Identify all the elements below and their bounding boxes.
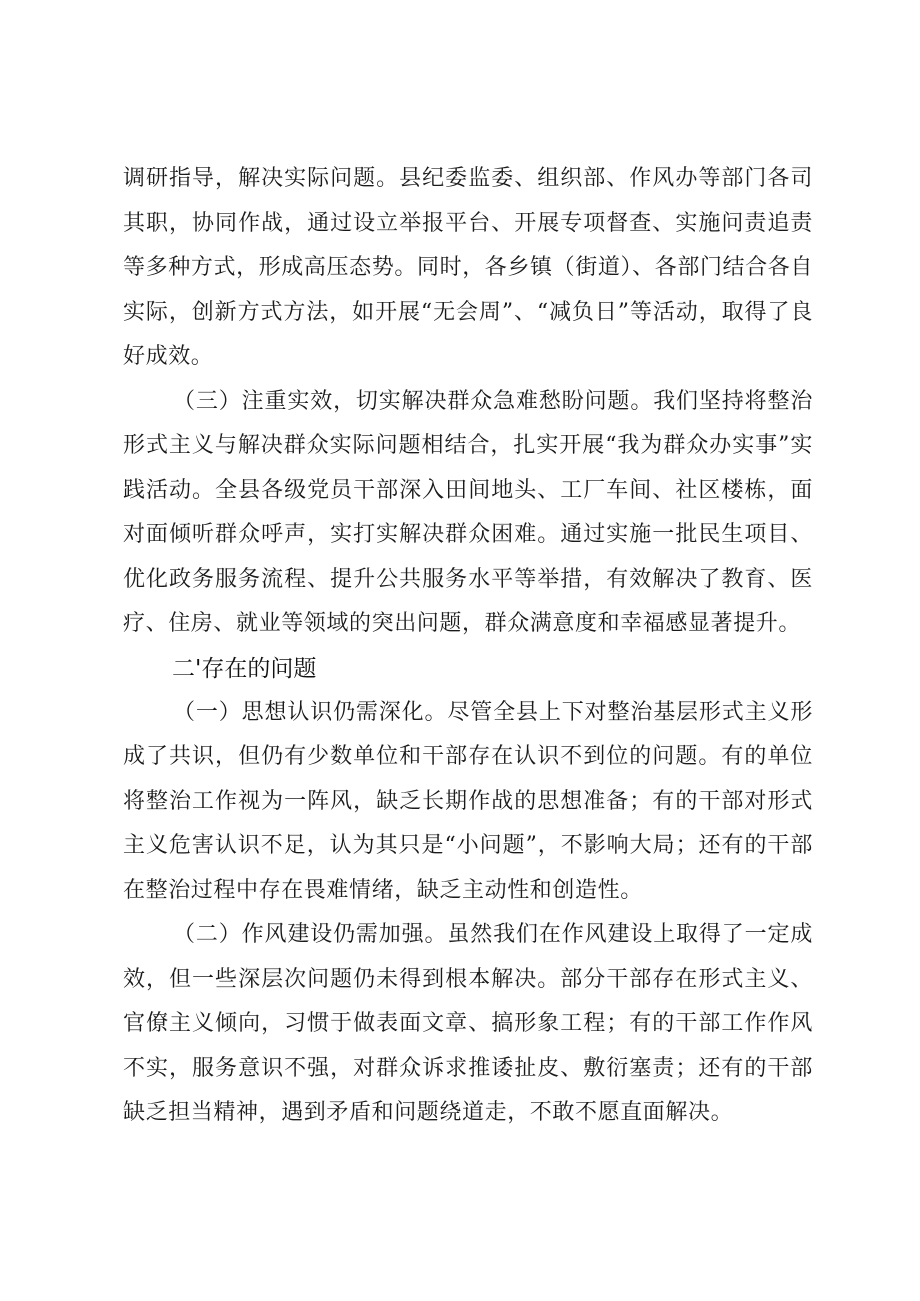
paragraph-problem-two: （二）作风建设仍需加强。虽然我们在作风建设上取得了一定成效，但一些深层次问题仍未得到根本解决。部分干部存在形式主义、官僚主义倾向，习惯于做表面文章、搞形象工程；有的干部工作作风不实，服务意识不强，对群众诉求推诿扯皮、敷衍塞责；还有的干部缺乏担当精神，遇到矛盾和问题绕道走，不敢不愿直面解决。 xyxy=(123,922,813,1125)
paragraph-problem-one: （一）思想认识仍需深化。尽管全县上下对整治基层形式主义形成了共识，但仍有少数单位和干部存在认识不到位的问题。有的单位将整治工作视为一阵风，缺乏长期作战的思想准备；有的干部对形式主义危害认识不足，认为其只是“小问题”，不影响大局；还有的干部在整治过程中存在畏难情绪，缺乏主动性和创造性。 xyxy=(123,699,813,903)
section-heading-problems: 二'存在的问题 xyxy=(172,655,317,682)
document-body xyxy=(123,157,813,1136)
paragraph-continuation: 调研指导，解决实际问题。县纪委监委、组织部、作风办等部门各司其职，协同作战，通过设立举报平台、开展专项督查、实施问责追责等多种方式，形成高压态势。同时，各乡镇（街道）、各部门结合各自实际，创新方式方法，如开展“无会周”、“减负日”等活动，取得了良好成效。 xyxy=(123,166,813,369)
paragraph-section-three: （三）注重实效，切实解决群众急难愁盼问题。我们坚持将整治形式主义与解决群众实际问题相结合，扎实开展“我为群众办实事”实践活动。全县各级党员干部深入田间地头、工厂车间、社区楼栋，面对面倾听群众呼声，实打实解决群众困难。通过实施一批民生项目、优化政务服务流程、提升公共服务水平等举措，有效解决了教育、医疗、住房、就业等领域的突出问题，群众满意度和幸福感显著提升。 xyxy=(123,388,813,636)
